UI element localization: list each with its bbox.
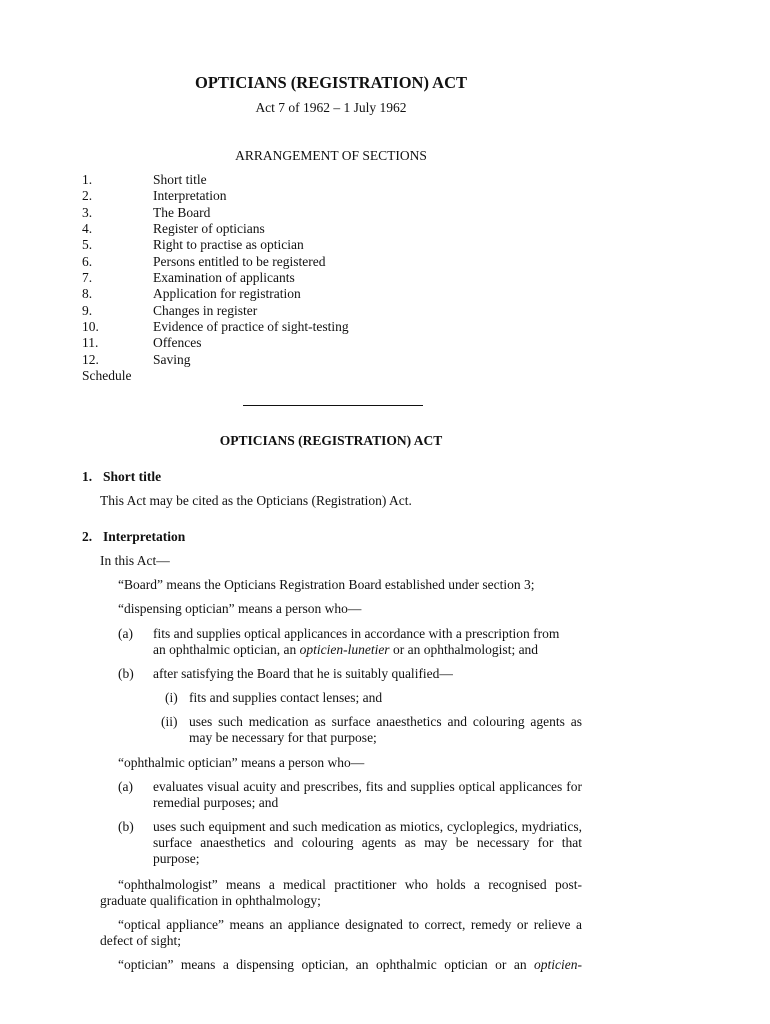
list-label: (i) (165, 690, 178, 705)
toc-number: 12. (82, 352, 99, 367)
toc-number: 11. (82, 335, 99, 350)
toc-label: Saving (153, 352, 191, 367)
toc-label: Persons entitled to be registered (153, 254, 326, 269)
definition-optician: “optician” means a dispensing optician, an ophthalmic optician or an opticien- (118, 957, 582, 972)
section-number: 1. (82, 469, 93, 484)
list-item-text: evaluates visual acuity and prescribes, fits and supplies optical applicances for remedial purposes; and (153, 779, 582, 810)
toc-number: 4. (82, 221, 93, 236)
section-title: Short title (103, 469, 162, 484)
toc-number: 9. (82, 303, 93, 318)
section-heading (82, 529, 185, 545)
toc-number: 1. (82, 172, 93, 187)
section-number: 2. (82, 529, 93, 544)
toc-number: 3. (82, 205, 93, 220)
toc-label: The Board (153, 205, 211, 220)
list-item-text: fits and supplies contact lenses; and (189, 690, 383, 705)
toc-schedule: Schedule (82, 368, 132, 383)
list-item-text: fits and supplies optical applicances in accordance with a prescription from (153, 626, 560, 641)
toc-label: Examination of applicants (153, 270, 295, 285)
toc-label: Evidence of practice of sight-testing (153, 319, 349, 334)
section-heading (82, 469, 161, 485)
list-label: (b) (118, 666, 134, 681)
toc-label: Short title (153, 172, 207, 187)
section-title: Interpretation (103, 529, 186, 544)
list-item-text: uses such equipment and such medication as miotics, cycloplegics, mydriatics, surface anaesthetics and colouring agents as may be necessary for that purpose; (153, 819, 582, 866)
definition-optical-appliance: “optical appliance” means an appliance designated to correct, remedy or relieve a defect of sight; (100, 917, 582, 948)
toc-number: 5. (82, 237, 93, 252)
section-text: This Act may be cited as the Opticians (Registration) Act. (100, 493, 412, 508)
list-item-text: after satisfying the Board that he is suitably qualified— (153, 666, 453, 681)
definition-ophthalmologist: “ophthalmologist” means a medical practitioner who holds a recognised post-graduate qualification in ophthalmology; (100, 877, 582, 908)
section-intro: In this Act— (100, 553, 170, 568)
list-label: (ii) (161, 714, 178, 729)
toc-label: Register of opticians (153, 221, 265, 236)
list-label: (a) (118, 779, 133, 794)
toc-number: 2. (82, 188, 93, 203)
list-label: (b) (118, 819, 134, 834)
toc-number: 8. (82, 286, 93, 301)
toc-number: 6. (82, 254, 93, 269)
toc-label: Application for registration (153, 286, 301, 301)
list-item-text: uses such medication as surface anaesthetics and colouring agents as may be necessary for that purpose; (189, 714, 582, 745)
document-subtitle: Act 7 of 1962 – 1 July 1962 (255, 100, 407, 115)
toc-label: Offences (153, 335, 202, 350)
list-label: (a) (118, 626, 133, 641)
toc-label: Right to practise as optician (153, 237, 304, 252)
list-item-text: an ophthalmic optician, an opticien-lunetier or an ophthalmologist; and (153, 642, 539, 657)
definition-board: “Board” means the Opticians Registration Board established under section 3; (118, 577, 535, 592)
toc-number: 10. (82, 319, 99, 334)
toc-number: 7. (82, 270, 93, 285)
arrangement-heading: ARRANGEMENT OF SECTIONS (235, 148, 427, 163)
toc-label: Changes in register (153, 303, 258, 318)
definition-dispensing-optician: “dispensing optician” means a person who— (118, 601, 362, 616)
document-title: OPTICIANS (REGISTRATION) ACT (195, 73, 467, 92)
definition-ophthalmic-optician: “ophthalmic optician” means a person who— (118, 755, 365, 770)
act-heading: OPTICIANS (REGISTRATION) ACT (219, 433, 443, 448)
divider (243, 405, 423, 406)
toc-label: Interpretation (153, 188, 227, 203)
